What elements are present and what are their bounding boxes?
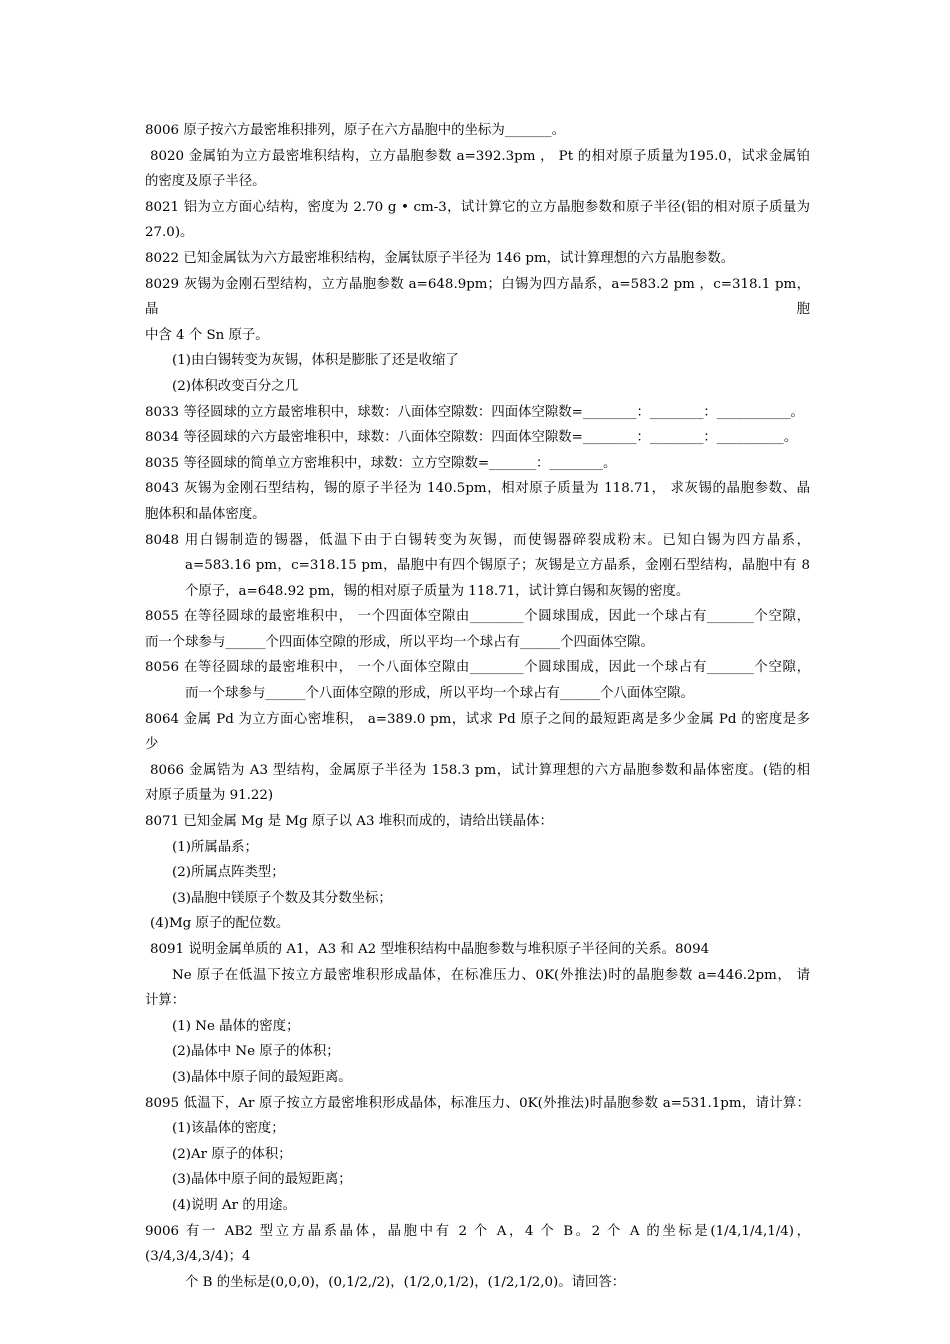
line-8043-b: 胞体积和晶体密度。 xyxy=(145,506,266,522)
line-8071-q3: (3)晶胞中镁原子个数及其分数坐标； xyxy=(172,890,392,906)
line-8071: 8071 已知金属 Mg 是 Mg 原子以 A3 堆积而成的，请给出镁晶体： xyxy=(145,814,553,830)
line-8055-a: 8055 在等径圆球的最密堆积中， 一个四面体空隙由________个圆球围成，因此一个球占有_______个空隙， xyxy=(145,609,810,625)
line-8043-a: 8043 灰锡为金刚石型结构，锡的原子半径为 140.5pm，相对原子质量为 118.71， 求灰锡的晶胞参数、晶 xyxy=(145,481,810,497)
line-8094-a: Ne 原子在低温下按立方最密堆积形成晶体，在标准压力、0K(外推法)时的晶胞参数 a=446.2pm， 请 xyxy=(172,967,810,983)
line-8094-q3: (3)晶体中原子间的最短距离。 xyxy=(172,1069,352,1085)
line-8091: 8091 说明金属单质的 A1，A3 和 A2 型堆积结构中晶胞参数与堆积原子半径间的关系。8094 xyxy=(150,942,710,957)
line-8006: 8006 原子按六方最密堆积排列，原子在六方晶胞中的坐标为_______。 xyxy=(145,123,565,138)
line-8095-q4: (4)说明 Ar 的用途。 xyxy=(172,1197,296,1213)
line-8033: 8033 等径圆球的立方最密堆积中，球数：八面体空隙数：四面体空隙数=________：________：___________。 xyxy=(145,404,804,420)
line-8095-q2: (2)Ar 原子的体积； xyxy=(172,1146,292,1162)
line-8029-q1: (1)由白锡转变为灰锡，体积是膨胀了还是收缩了 xyxy=(172,353,459,369)
line-8022: 8022 已知金属钛为六方最密堆积结构，金属钛原子半径为 146 pm，试计算理想的六方晶胞参数。 xyxy=(145,250,735,266)
line-8094-q1: (1) Ne 晶体的密度； xyxy=(172,1018,300,1034)
line-8029-a: 8029 灰锡为金刚石型结构，立方晶胞参数 a=648.9pm；白锡为四方晶系，a=583.2 pm ，c=318.1 pm，晶胞 xyxy=(145,276,810,318)
line-8034: 8034 等径圆球的六方最密堆积中，球数：八面体空隙数：四面体空隙数=________：________：__________。 xyxy=(145,430,798,446)
line-8048-a: 8048 用白锡制造的锡器，低温下由于白锡转变为灰锡，而使锡器碎裂成粉末。已知白锡为四方晶系， xyxy=(145,532,810,548)
line-8035: 8035 等径圆球的简单立方密堆积中，球数：立方空隙数=_______：________。 xyxy=(145,455,617,471)
document-body xyxy=(145,118,810,1295)
line-8071-q1: (1)所属晶系； xyxy=(172,839,258,855)
line-8095: 8095 低温下，Ar 原子按立方最密堆积形成晶体，标准压力、0K(外推法)时晶胞参数 a=531.1pm，请计算： xyxy=(145,1095,810,1111)
line-9006-b: 个 B 的坐标是(0,0,0)，(0,1/2,/2)，(1/2,0,1/2)，(1/2,1/2,0)。请回答： xyxy=(185,1274,626,1290)
line-8071-q4: (4)Mg 原子的配位数。 xyxy=(150,916,290,932)
line-8094-b: 计算： xyxy=(145,993,186,1009)
line-8020-b: 的密度及原子半径。 xyxy=(145,174,266,190)
line-8021-b: 27.0)。 xyxy=(145,225,194,241)
line-8095-q1: (1)该晶体的密度； xyxy=(172,1121,285,1137)
line-8048-c: 个原子，a=648.92 pm，锡的相对原子质量为 118.71，试计算白锡和灰锡的密度。 xyxy=(185,583,690,599)
line-8056-b: 而一个球参与______个八面体空隙的形成，所以平均一个球占有______个八面体空隙。 xyxy=(185,686,694,702)
line-8064-a: 8064 金属 Pd 为立方面心密堆积， a=389.0 pm，试求 Pd 原子之间的最短距离是多少金属 Pd 的密度是多 xyxy=(145,711,810,727)
line-8029-b: 中含 4 个 Sn 原子。 xyxy=(145,327,269,343)
line-8066-b: 对原子质量为 91.22) xyxy=(145,788,274,804)
line-8029-q2: (2)体积改变百分之几 xyxy=(172,378,299,394)
line-8066-a: 8066 金属锆为 A3 型结构，金属原子半径为 158.3 pm，试计算理想的六方晶胞参数和晶体密度。(锆的相 xyxy=(150,762,810,778)
line-8020-a: 8020 金属铂为立方最密堆积结构，立方晶胞参数 a=392.3pm ， Pt 的相对原子质量为195.0，试求金属铂 xyxy=(150,148,810,164)
line-8094-q2: (2)晶体中 Ne 原子的体积； xyxy=(172,1044,340,1060)
line-8071-q2: (2)所属点阵类型； xyxy=(172,865,285,881)
line-8095-q3: (3)晶体中原子间的最短距离； xyxy=(172,1172,352,1188)
line-8021-a: 8021 铝为立方面心结构，密度为 2.70 g • cm-3，试计算它的立方晶胞参数和原子半径(铝的相对原子质量为 xyxy=(145,199,810,215)
line-8064-b: 少 xyxy=(145,737,159,753)
line-8055-b: 而一个球参与______个四面体空隙的形成，所以平均一个球占有______个四面体空隙。 xyxy=(145,634,654,650)
line-8056-a: 8056 在等径圆球的最密堆积中， 一个八面体空隙由________个圆球围成，因此一个球占有_______个空隙， xyxy=(145,660,810,676)
line-8048-b: a=583.16 pm，c=318.15 pm，晶胞中有四个锡原子；灰锡是立方晶系，金刚石型结构，晶胞中有 8 xyxy=(185,558,810,574)
line-9006-a: 9006 有一 AB2 型立方晶系晶体，晶胞中有 2 个 A，4 个 B。2 个 A 的坐标是(1/4,1/4,1/4)， (3/4,3/4,3/4)；4 xyxy=(145,1223,810,1265)
